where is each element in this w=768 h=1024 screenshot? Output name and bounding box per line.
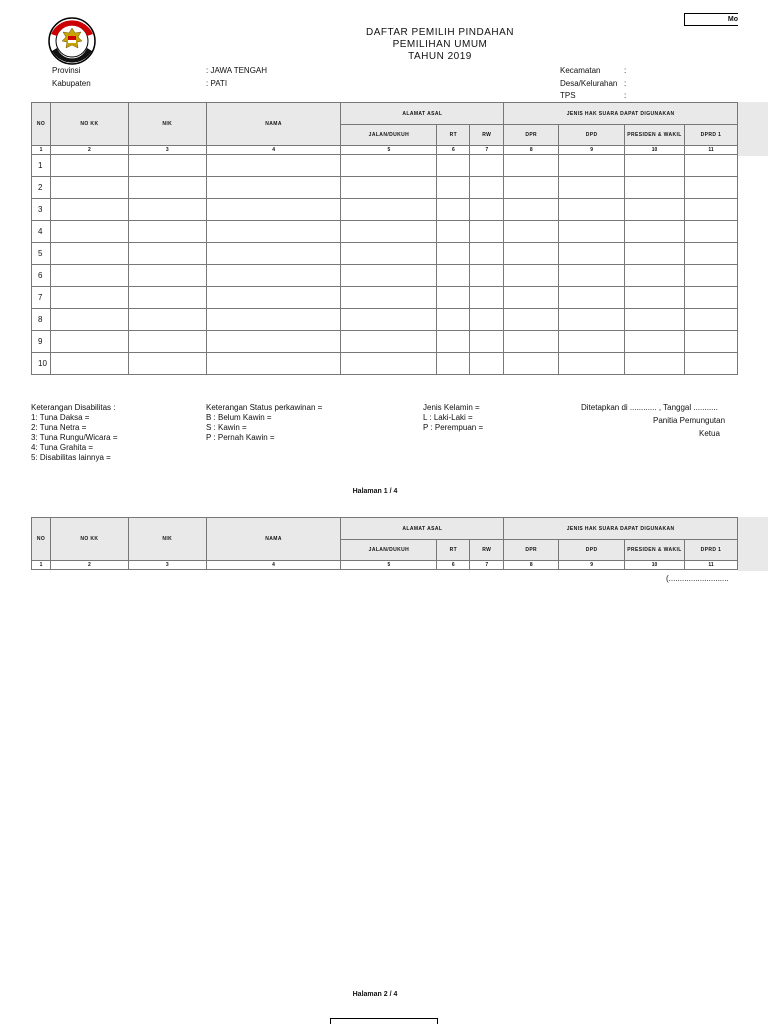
table-cell [437,155,470,177]
header-hak-suara: JENIS HAK SUARA DAPAT DIGUNAKAN [504,518,738,540]
voter-table-page-1 [31,102,738,375]
kpu-logo-icon [47,16,97,66]
field-desa-value: : [624,79,627,88]
table-cell [437,331,470,353]
table-cell [128,287,206,309]
column-number: 11 [684,146,737,155]
table-cell [206,309,341,331]
table-cell [437,243,470,265]
header-alamat-asal: ALAMAT ASAL [341,103,504,125]
table-cell [50,353,128,375]
row-number: 2 [32,177,51,199]
table-cell [437,177,470,199]
legend-item: B : Belum Kawin = [206,413,272,422]
table-cell [625,353,685,375]
table-cell [470,331,504,353]
header-dpd: DPD [559,540,625,561]
legend-item: P : Pernah Kawin = [206,433,275,442]
header-no: NO [32,518,51,561]
table-cell [559,353,625,375]
header-nama: NAMA [206,518,341,561]
legend-item: 2: Tuna Netra = [31,423,87,432]
field-kabupaten-value: : PATI [206,79,228,88]
header-jalan: JALAN/DUKUH [341,540,437,561]
table-cell [437,221,470,243]
table-cell [128,221,206,243]
legend-kelamin-title: Jenis Kelamin = [423,403,480,412]
table-cell [504,353,559,375]
page-number-1: Halaman 1 / 4 [352,488,398,495]
table-cell [437,309,470,331]
column-number: 9 [559,146,625,155]
table-cell [470,265,504,287]
table-row [32,199,738,221]
document-title [340,27,540,63]
table-cell [206,265,341,287]
header-nokk: NO KK [50,103,128,146]
table-cell [437,265,470,287]
table-cell [504,287,559,309]
side-tab-2 [738,517,768,571]
table-row [32,265,738,287]
table-cell [50,331,128,353]
header-rw: RW [470,125,504,146]
table-row [32,331,738,353]
table-cell [684,265,737,287]
table-cell [470,353,504,375]
table-cell [625,287,685,309]
page-number-2: Halaman 2 / 4 [352,991,398,998]
table-cell [559,331,625,353]
row-number: 7 [32,287,51,309]
table-cell [684,155,737,177]
table-cell [470,155,504,177]
table-cell [341,155,437,177]
table-cell [50,265,128,287]
table-cell [559,265,625,287]
table-cell [504,309,559,331]
header-nokk: NO KK [50,518,128,561]
column-number: 3 [128,146,206,155]
table-cell [559,199,625,221]
legend-perkawinan [206,403,322,443]
table-cell [504,265,559,287]
table-cell [206,155,341,177]
legend-item: L : Laki-Laki = [423,413,473,422]
table-cell [128,265,206,287]
table-cell [437,199,470,221]
column-number: 3 [128,561,206,570]
column-number: 2 [50,561,128,570]
table-cell [206,331,341,353]
table-cell [470,199,504,221]
field-provinsi-label: Provinsi [52,66,81,75]
row-number: 4 [32,221,51,243]
header-dpr: DPR [504,540,559,561]
table-cell [625,243,685,265]
column-number: 6 [437,146,470,155]
column-number-row [32,146,738,155]
table-cell [470,221,504,243]
table-row [32,221,738,243]
footer-box [330,1018,438,1024]
table-cell [341,265,437,287]
header-no: NO [32,103,51,146]
header-rt: RT [437,540,470,561]
table-cell [437,287,470,309]
row-number: 8 [32,309,51,331]
table-body [32,155,738,375]
table-cell [128,309,206,331]
table-cell [341,243,437,265]
table-cell [559,243,625,265]
table-row [32,243,738,265]
table-cell [206,243,341,265]
table-cell [625,309,685,331]
table-cell [625,331,685,353]
table-cell [341,221,437,243]
header-nik: NIK [128,103,206,146]
table-cell [50,155,128,177]
header-dprd: DPRD 1 [684,540,737,561]
table-cell [684,309,737,331]
table-row [32,353,738,375]
table-cell [341,287,437,309]
table-cell [341,353,437,375]
table-cell [625,265,685,287]
table-cell [625,177,685,199]
table-cell [559,287,625,309]
table-cell [341,331,437,353]
table-cell [504,155,559,177]
table-cell [684,221,737,243]
table-cell [341,309,437,331]
legend-item: 5: Disabilitas lainnya = [31,453,111,462]
table-cell [206,287,341,309]
table-cell [206,353,341,375]
legend-item: S : Kawin = [206,423,247,432]
legend-item: 4: Tuna Grahita = [31,443,94,452]
table-row [32,287,738,309]
table-cell [128,177,206,199]
model-code-box: Mo [684,13,738,26]
column-number: 4 [206,561,341,570]
signature-panitia: Panitia Pemungutan [653,416,726,425]
column-number: 7 [470,146,504,155]
header-hak-suara: JENIS HAK SUARA DAPAT DIGUNAKAN [504,103,738,125]
field-tps-value: : [624,91,627,100]
side-tab-1 [738,102,768,156]
table-cell [559,177,625,199]
table-cell [128,199,206,221]
header-rw: RW [470,540,504,561]
table-cell [206,177,341,199]
table-row [32,177,738,199]
table-cell [50,177,128,199]
row-number: 3 [32,199,51,221]
signature-name-placeholder: (........................... [666,574,729,583]
table-cell [206,221,341,243]
table-cell [504,331,559,353]
header-nik: NIK [128,518,206,561]
column-number: 5 [341,561,437,570]
legend-kelamin [423,403,483,433]
table-cell [625,155,685,177]
column-number: 10 [625,146,685,155]
table-cell [206,199,341,221]
field-desa-label: Desa/Kelurahan [560,79,618,88]
header-rt: RT [437,125,470,146]
title-line-1: DAFTAR PEMILIH PINDAHAN [366,27,514,38]
table-row [32,155,738,177]
table-cell [470,177,504,199]
header-alamat-asal: ALAMAT ASAL [341,518,504,540]
table-cell [684,177,737,199]
table-cell [684,199,737,221]
table-cell [684,331,737,353]
column-number: 4 [206,146,341,155]
table-cell [128,155,206,177]
table-cell [684,243,737,265]
column-number-row [32,561,738,570]
field-kecamatan-value: : [624,66,627,75]
table-cell [341,177,437,199]
table-cell [128,353,206,375]
legend-disabilitas-title: Keterangan Disabilitas : [31,403,116,412]
row-number: 10 [32,353,51,375]
table-cell [437,353,470,375]
table-cell [559,309,625,331]
table-cell [559,155,625,177]
legend-item: 1: Tuna Daksa = [31,413,90,422]
header-jalan: JALAN/DUKUH [341,125,437,146]
legend-perkawinan-title: Keterangan Status perkawinan = [206,403,323,412]
signature-ditetapkan: Ditetapkan di ............ , Tanggal ........... [581,403,718,412]
table-cell [50,199,128,221]
row-number: 6 [32,265,51,287]
table-cell [470,309,504,331]
legend-item: 3: Tuna Rungu/Wicara = [31,433,118,442]
table-cell [50,221,128,243]
table-cell [128,331,206,353]
title-line-3: TAHUN 2019 [408,51,472,62]
table-cell [470,243,504,265]
table-cell [470,287,504,309]
header-presiden: PRESIDEN & WAKIL [625,125,685,146]
table-cell [504,177,559,199]
column-number: 8 [504,146,559,155]
header-presiden: PRESIDEN & WAKIL [625,540,685,561]
row-number: 5 [32,243,51,265]
table-cell [504,243,559,265]
column-number: 5 [341,146,437,155]
column-number: 1 [32,146,51,155]
title-line-2: PEMILIHAN UMUM [392,39,488,50]
table-cell [559,221,625,243]
column-number: 11 [684,561,737,570]
field-tps-label: TPS [560,91,576,100]
column-number: 10 [625,561,685,570]
header-dprd: DPRD 1 [684,125,737,146]
field-kecamatan-label: Kecamatan [560,66,601,75]
header-dpd: DPD [559,125,625,146]
voter-table-page-2 [31,517,738,570]
table-cell [625,221,685,243]
table-row [32,309,738,331]
table-cell [50,309,128,331]
field-kabupaten-label: Kabupaten [52,79,91,88]
column-number: 7 [470,561,504,570]
table-cell [50,243,128,265]
table-cell [341,199,437,221]
field-provinsi-value: : JAWA TENGAH [206,66,268,75]
table-cell [504,199,559,221]
signature-ketua: Ketua [699,429,720,438]
table-cell [684,353,737,375]
table-cell [684,287,737,309]
header-dpr: DPR [504,125,559,146]
table-cell [128,243,206,265]
header-nama: NAMA [206,103,341,146]
column-number: 6 [437,561,470,570]
column-number: 8 [504,561,559,570]
column-number: 1 [32,561,51,570]
column-number: 2 [50,146,128,155]
table-cell [504,221,559,243]
row-number: 1 [32,155,51,177]
legend-disabilitas [31,403,118,463]
row-number: 9 [32,331,51,353]
legend-item: P : Perempuan = [423,423,484,432]
column-number: 9 [559,561,625,570]
table-cell [50,287,128,309]
table-cell [625,199,685,221]
